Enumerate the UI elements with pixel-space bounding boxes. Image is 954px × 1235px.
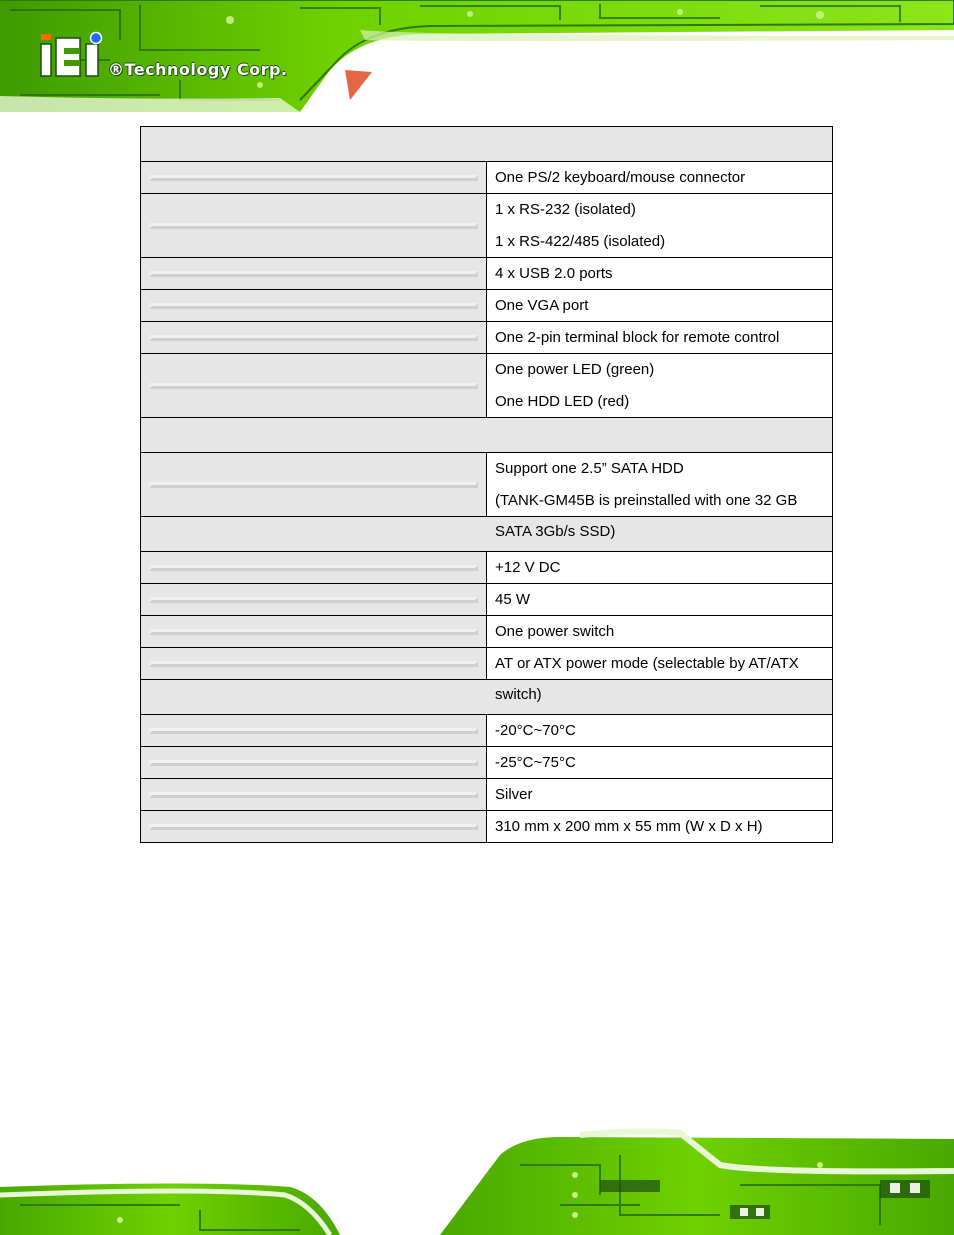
spec-value-line: 4 x USB 2.0 ports	[495, 265, 613, 282]
table-row	[141, 290, 833, 322]
table-row	[141, 322, 833, 354]
spec-value-line: AT or ATX power mode (selectable by AT/ATX switch)	[495, 655, 799, 703]
spec-label-cell	[141, 779, 487, 811]
section-header-cell	[141, 418, 833, 453]
spec-value-line: One 2-pin terminal block for remote control	[495, 329, 780, 346]
spec-label-shade	[149, 223, 478, 229]
table-row	[141, 715, 833, 747]
spec-label-cell	[141, 354, 487, 418]
spec-value-cell	[487, 811, 833, 843]
pcb-footer-artwork	[0, 1125, 954, 1235]
table-row	[141, 162, 833, 194]
spec-label-shade	[149, 728, 478, 734]
spec-value-line: +12 V DC	[495, 559, 561, 576]
spec-label-shade	[149, 565, 478, 571]
table-row	[141, 258, 833, 290]
table-row	[141, 453, 833, 517]
spec-value-line: -25°C~75°C	[495, 754, 576, 771]
spec-value-line: 45 W	[495, 591, 531, 608]
spec-value-line: 1 x RS-232 (isolated)	[495, 201, 636, 218]
specification-table	[140, 126, 833, 843]
spec-value-line: One PS/2 keyboard/mouse connector	[495, 169, 746, 186]
section-header-row	[141, 127, 833, 162]
spec-label-shade	[149, 383, 478, 389]
spec-value-cell	[487, 322, 833, 354]
spec-label-shade	[149, 792, 478, 798]
spec-label-cell	[141, 322, 487, 354]
section-header-row	[141, 517, 833, 552]
spec-label-shade	[149, 824, 478, 830]
table-row	[141, 552, 833, 584]
spec-value-line: One power LED (green)	[495, 361, 655, 378]
spec-label-cell	[141, 811, 487, 843]
section-header-row	[141, 680, 833, 715]
spec-value-cell	[487, 747, 833, 779]
spec-value-cell	[487, 453, 833, 540]
table-row	[141, 747, 833, 779]
spec-label-shade	[149, 597, 478, 603]
table-row	[141, 811, 833, 843]
spec-label-shade	[149, 661, 478, 667]
spec-value-cell	[487, 194, 833, 258]
spec-value-line: One HDD LED (red)	[495, 392, 630, 410]
spec-label-cell	[141, 747, 487, 779]
section-header-row	[141, 418, 833, 453]
spec-value-cell	[487, 552, 833, 584]
spec-value-line: 310 mm x 200 mm x 55 mm (W x D x H)	[495, 818, 763, 835]
spec-label-cell	[141, 552, 487, 584]
spec-value-line: One VGA port	[495, 297, 589, 314]
spec-label-shade	[149, 335, 478, 341]
spec-value-line: 1 x RS-422/485 (isolated)	[495, 232, 666, 250]
spec-label-shade	[149, 482, 478, 488]
spec-value-line: Silver	[495, 786, 533, 803]
section-header-cell	[141, 127, 833, 162]
spec-label-shade	[149, 175, 478, 181]
spec-label-shade	[149, 629, 478, 635]
footer-banner	[0, 1125, 954, 1235]
specification-table-body	[141, 127, 833, 843]
table-row	[141, 354, 833, 418]
spec-label-cell	[141, 648, 487, 680]
spec-label-shade	[149, 303, 478, 309]
spec-label-cell	[141, 715, 487, 747]
spec-value-cell	[487, 290, 833, 322]
spec-label-cell	[141, 453, 487, 517]
spec-value-line: One power switch	[495, 623, 615, 640]
brand-name: ®Technology Corp.	[108, 60, 288, 79]
spec-label-shade	[149, 760, 478, 766]
table-row	[141, 194, 833, 258]
section-header-cell	[141, 680, 833, 715]
spec-value-cell	[487, 648, 833, 703]
spec-label-cell	[141, 194, 487, 258]
spec-label-shade	[149, 271, 478, 277]
iei-logo-mark	[38, 30, 108, 80]
table-row	[141, 648, 833, 680]
spec-value-cell	[487, 715, 833, 747]
spec-value-line: (TANK-GM45B is preinstalled with one 32 GB SATA 3Gb/s SSD)	[495, 491, 798, 540]
spec-label-cell	[141, 162, 487, 194]
header-banner	[0, 0, 954, 112]
spec-value-cell	[487, 258, 833, 290]
table-row	[141, 584, 833, 616]
spec-value-line: -20°C~70°C	[495, 722, 576, 739]
spec-value-cell	[487, 779, 833, 811]
spec-value-cell	[487, 162, 833, 194]
spec-label-cell	[141, 584, 487, 616]
spec-value-cell	[487, 616, 833, 648]
section-header-cell	[141, 517, 833, 552]
spec-label-cell	[141, 258, 487, 290]
spec-value-line: Support one 2.5” SATA HDD	[495, 460, 684, 477]
table-row	[141, 779, 833, 811]
spec-value-cell	[487, 584, 833, 616]
spec-label-cell	[141, 616, 487, 648]
table-row	[141, 616, 833, 648]
spec-value-cell	[487, 354, 833, 418]
spec-label-cell	[141, 290, 487, 322]
